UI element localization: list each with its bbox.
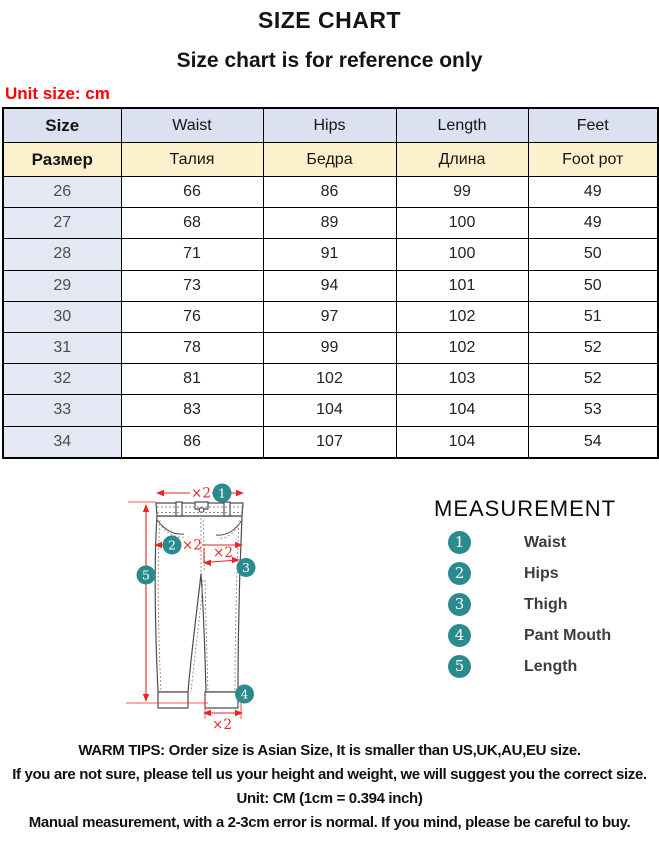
legend-label: Hips: [524, 564, 559, 582]
table-row: [3, 177, 658, 208]
table-cell: 50: [528, 239, 658, 270]
table-cell: 66: [121, 177, 263, 208]
footer-line: Manual measurement, with a 2-3cm error is normal. If you mind, please be careful to buy.: [28, 814, 631, 831]
table-cell: 52: [528, 364, 658, 395]
header-cell: Hips: [263, 108, 396, 143]
table-cell: 34: [3, 426, 121, 458]
marker-number-thigh: 3: [242, 559, 250, 575]
size-chart-table: [2, 107, 659, 459]
table-cell: 107: [263, 426, 396, 458]
header-cell: Foot рот: [528, 143, 658, 177]
header-cell: Бедра: [263, 143, 396, 177]
table-cell: 102: [263, 364, 396, 395]
table-cell: 97: [263, 301, 396, 332]
marker-number-hips: 2: [168, 537, 176, 553]
page-title: SIZE CHART: [258, 7, 401, 33]
table-cell: 103: [396, 364, 528, 395]
header-row-en: [3, 108, 658, 143]
header-row-ru: [3, 143, 658, 177]
legend-label: Length: [524, 657, 578, 675]
size-table-head: [3, 108, 658, 177]
unit-note: Unit size: cm: [5, 84, 110, 103]
table-cell: 33: [3, 395, 121, 426]
table-cell: 73: [121, 270, 263, 301]
table-cell: 27: [3, 208, 121, 239]
table-row: [3, 239, 658, 270]
footer-tips: [8, 739, 651, 835]
header-cell: Длина: [396, 143, 528, 177]
waist-multiplier-label: ×2: [191, 485, 211, 502]
hips-multiplier-label: ×2: [182, 537, 202, 554]
table-cell: 86: [263, 177, 396, 208]
legend-item: [448, 558, 648, 589]
marker-number-length: 5: [142, 567, 150, 583]
table-row: [3, 208, 658, 239]
table-cell: 100: [396, 239, 528, 270]
table-row: [3, 301, 658, 332]
table-cell: 104: [396, 426, 528, 458]
marker-number-waist: 1: [218, 485, 226, 501]
legend-item: [448, 527, 648, 558]
legend-label: Pant Mouth: [524, 626, 612, 644]
footer-line: WARM TIPS: Order size is Asian Size, It is smaller than US,UK,AU,EU size.: [78, 742, 581, 759]
table-cell: 83: [121, 395, 263, 426]
table-cell: 30: [3, 301, 121, 332]
table-cell: 52: [528, 332, 658, 363]
table-cell: 89: [263, 208, 396, 239]
table-cell: 71: [121, 239, 263, 270]
table-cell: 78: [121, 332, 263, 363]
table-cell: 86: [121, 426, 263, 458]
table-cell: 94: [263, 270, 396, 301]
table-cell: 50: [528, 270, 658, 301]
size-table-body: [3, 177, 658, 458]
legend-item: [448, 620, 648, 651]
header-cell: Размер: [3, 143, 121, 177]
table-cell: 91: [263, 239, 396, 270]
table-cell: 49: [528, 177, 658, 208]
table-cell: 68: [121, 208, 263, 239]
table-cell: 29: [3, 270, 121, 301]
table-cell: 99: [263, 332, 396, 363]
table-cell: 28: [3, 239, 121, 270]
table-cell: 101: [396, 270, 528, 301]
footer-line: Unit: CM (1cm = 0.394 inch): [236, 790, 423, 807]
pants-measurement-diagram: [115, 460, 270, 752]
table-cell: 32: [3, 364, 121, 395]
table-row: [3, 364, 658, 395]
header-cell: Waist: [121, 108, 263, 143]
legend-number-badge: 1: [448, 531, 471, 554]
marker-number-pant-mouth: 4: [240, 686, 249, 702]
legend-number-badge: 5: [448, 655, 471, 678]
table-cell: 104: [396, 395, 528, 426]
table-cell: 104: [263, 395, 396, 426]
table-row: [3, 395, 658, 426]
header-cell: Feet: [528, 108, 658, 143]
legend-number-badge: 4: [448, 624, 471, 647]
header-cell: Length: [396, 108, 528, 143]
table-row: [3, 270, 658, 301]
footer-line: If you are not sure, please tell us your height and weight, we will suggest you the correct size.: [12, 766, 647, 783]
table-cell: 49: [528, 208, 658, 239]
page-subtitle: Size chart is for reference only: [176, 49, 483, 72]
legend-number-badge: 3: [448, 593, 471, 616]
table-cell: 53: [528, 395, 658, 426]
legend-label: Waist: [524, 533, 567, 551]
table-row: [3, 426, 658, 458]
legend-item: [448, 651, 648, 682]
measurement-title: MEASUREMENT: [434, 496, 617, 521]
table-cell: 99: [396, 177, 528, 208]
table-cell: 81: [121, 364, 263, 395]
table-cell: 100: [396, 208, 528, 239]
pant-mouth-multiplier-label: ×2: [212, 717, 232, 733]
legend-label: Thigh: [524, 595, 568, 613]
legend-number-badge: 2: [448, 562, 471, 585]
legend-item: [448, 589, 648, 620]
table-cell: 76: [121, 301, 263, 332]
table-cell: 102: [396, 301, 528, 332]
table-cell: 31: [3, 332, 121, 363]
table-cell: 54: [528, 426, 658, 458]
table-cell: 102: [396, 332, 528, 363]
table-row: [3, 332, 658, 363]
table-cell: 51: [528, 301, 658, 332]
table-cell: 26: [3, 177, 121, 208]
thigh-multiplier-label: ×2: [213, 545, 233, 561]
measurement-legend: [448, 527, 648, 682]
header-cell: Size: [3, 108, 121, 143]
header-cell: Талия: [121, 143, 263, 177]
